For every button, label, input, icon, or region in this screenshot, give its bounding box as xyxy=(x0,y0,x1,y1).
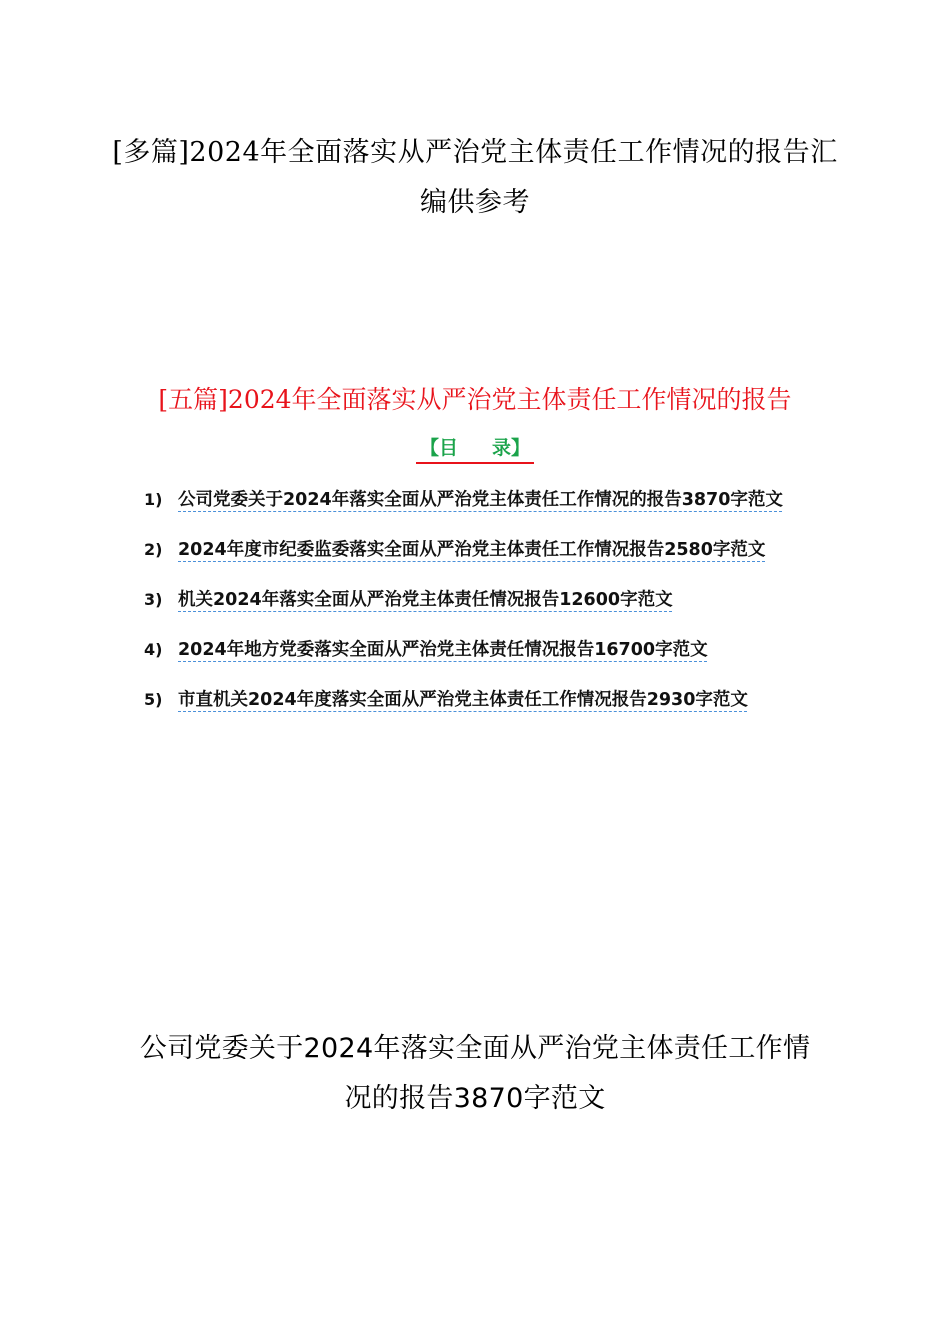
toc-item-number: 3) xyxy=(144,590,163,609)
main-title: [多篇]2024年全面落实从严治党主体责任工作情况的报告汇编供参考 xyxy=(112,137,838,218)
toc-heading xyxy=(0,434,950,464)
section-title: 公司党委关于2024年落实全面从严治党主体责任工作情况的报告3870字范文 xyxy=(139,1033,811,1114)
toc-item-number: 5) xyxy=(144,690,163,709)
toc-item[interactable] xyxy=(140,475,820,525)
toc-item-link[interactable]: 市直机关2024年度落实全面从严治党主体责任工作情况报告2930字范文 xyxy=(178,690,748,710)
toc-item-number: 4) xyxy=(144,640,163,659)
toc-item[interactable] xyxy=(140,675,820,725)
toc-heading-open: 【目 xyxy=(419,437,458,459)
toc-list xyxy=(140,475,820,725)
toc-item-link[interactable]: 机关2024年落实全面从严治党主体责任情况报告12600字范文 xyxy=(178,590,673,610)
toc-item[interactable] xyxy=(140,525,820,575)
toc-item[interactable] xyxy=(140,625,820,675)
sub-title: [五篇]2024年全面落实从严治党主体责任工作情况的报告 xyxy=(158,385,792,414)
toc-item-number: 1) xyxy=(144,490,163,509)
toc-heading-close: 录】 xyxy=(492,437,531,459)
toc-item-number: 2) xyxy=(144,540,163,559)
toc-heading-underline xyxy=(416,434,534,464)
toc-item-link[interactable]: 公司党委关于2024年落实全面从严治党主体责任工作情况的报告3870字范文 xyxy=(178,490,783,510)
toc-item-link[interactable]: 2024年地方党委落实全面从严治党主体责任情况报告16700字范文 xyxy=(178,640,708,660)
toc-item[interactable] xyxy=(140,575,820,625)
toc-item-link[interactable]: 2024年度市纪委监委落实全面从严治党主体责任工作情况报告2580字范文 xyxy=(178,540,766,560)
